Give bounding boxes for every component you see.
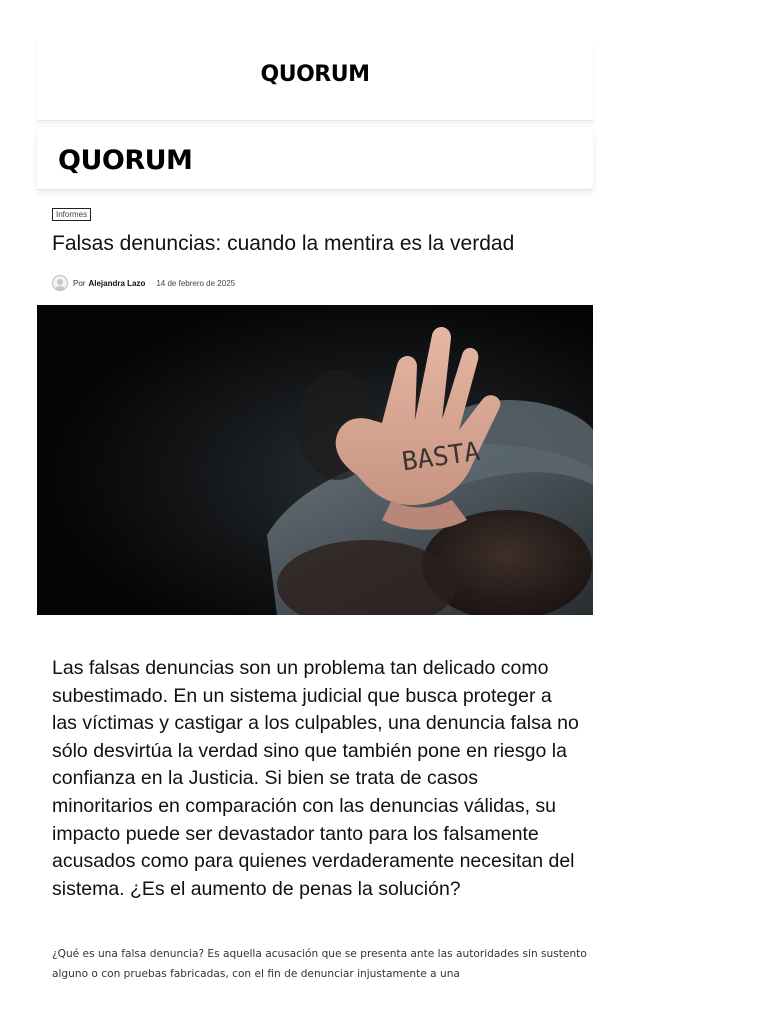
sticky-site-logo[interactable]: QUORUM xyxy=(58,145,193,176)
category-tag[interactable]: Informes xyxy=(52,208,91,221)
article-lead: Las falsas denuncias son un problema tan delicado como subestimado. En un sistema judicial que busca proteger a las víctimas y castigar a los culpables, una denuncia falsa no sólo desvirtúa la verdad sino que también pone en riesgo la confianza en la Justicia. Si bien se trata de casos minoritarios en comparación con las denuncias válidas, su impacto puede ser devastador tanto para los falsamente acusados como para quienes verdaderamente necesitan del sistema. ¿Es el aumento de penas la solución? xyxy=(52,657,579,900)
publish-date: 14 de febrero de 2025 xyxy=(156,278,236,288)
hand-stop-image xyxy=(37,305,593,615)
sticky-header xyxy=(37,127,593,190)
author-avatar-icon[interactable] xyxy=(52,275,68,291)
site-logo[interactable]: QUORUM xyxy=(260,62,370,87)
article-title: Falsas denuncias: cuando la mentira es la verdad xyxy=(52,232,515,255)
hand-text: BASTA xyxy=(400,436,482,478)
byline-prefix: Por xyxy=(73,278,86,288)
site-header xyxy=(37,40,593,121)
featured-image xyxy=(37,305,593,615)
byline xyxy=(52,275,235,291)
article-body-paragraph: ¿Qué es una falsa denuncia? Es aquella acusación que se presenta ante las autoridades sin sustento alguno o con pruebas fabricadas, con el fin de denunciar injustamente a una xyxy=(52,948,587,980)
author-link[interactable]: Alejandra Lazo xyxy=(88,278,146,288)
